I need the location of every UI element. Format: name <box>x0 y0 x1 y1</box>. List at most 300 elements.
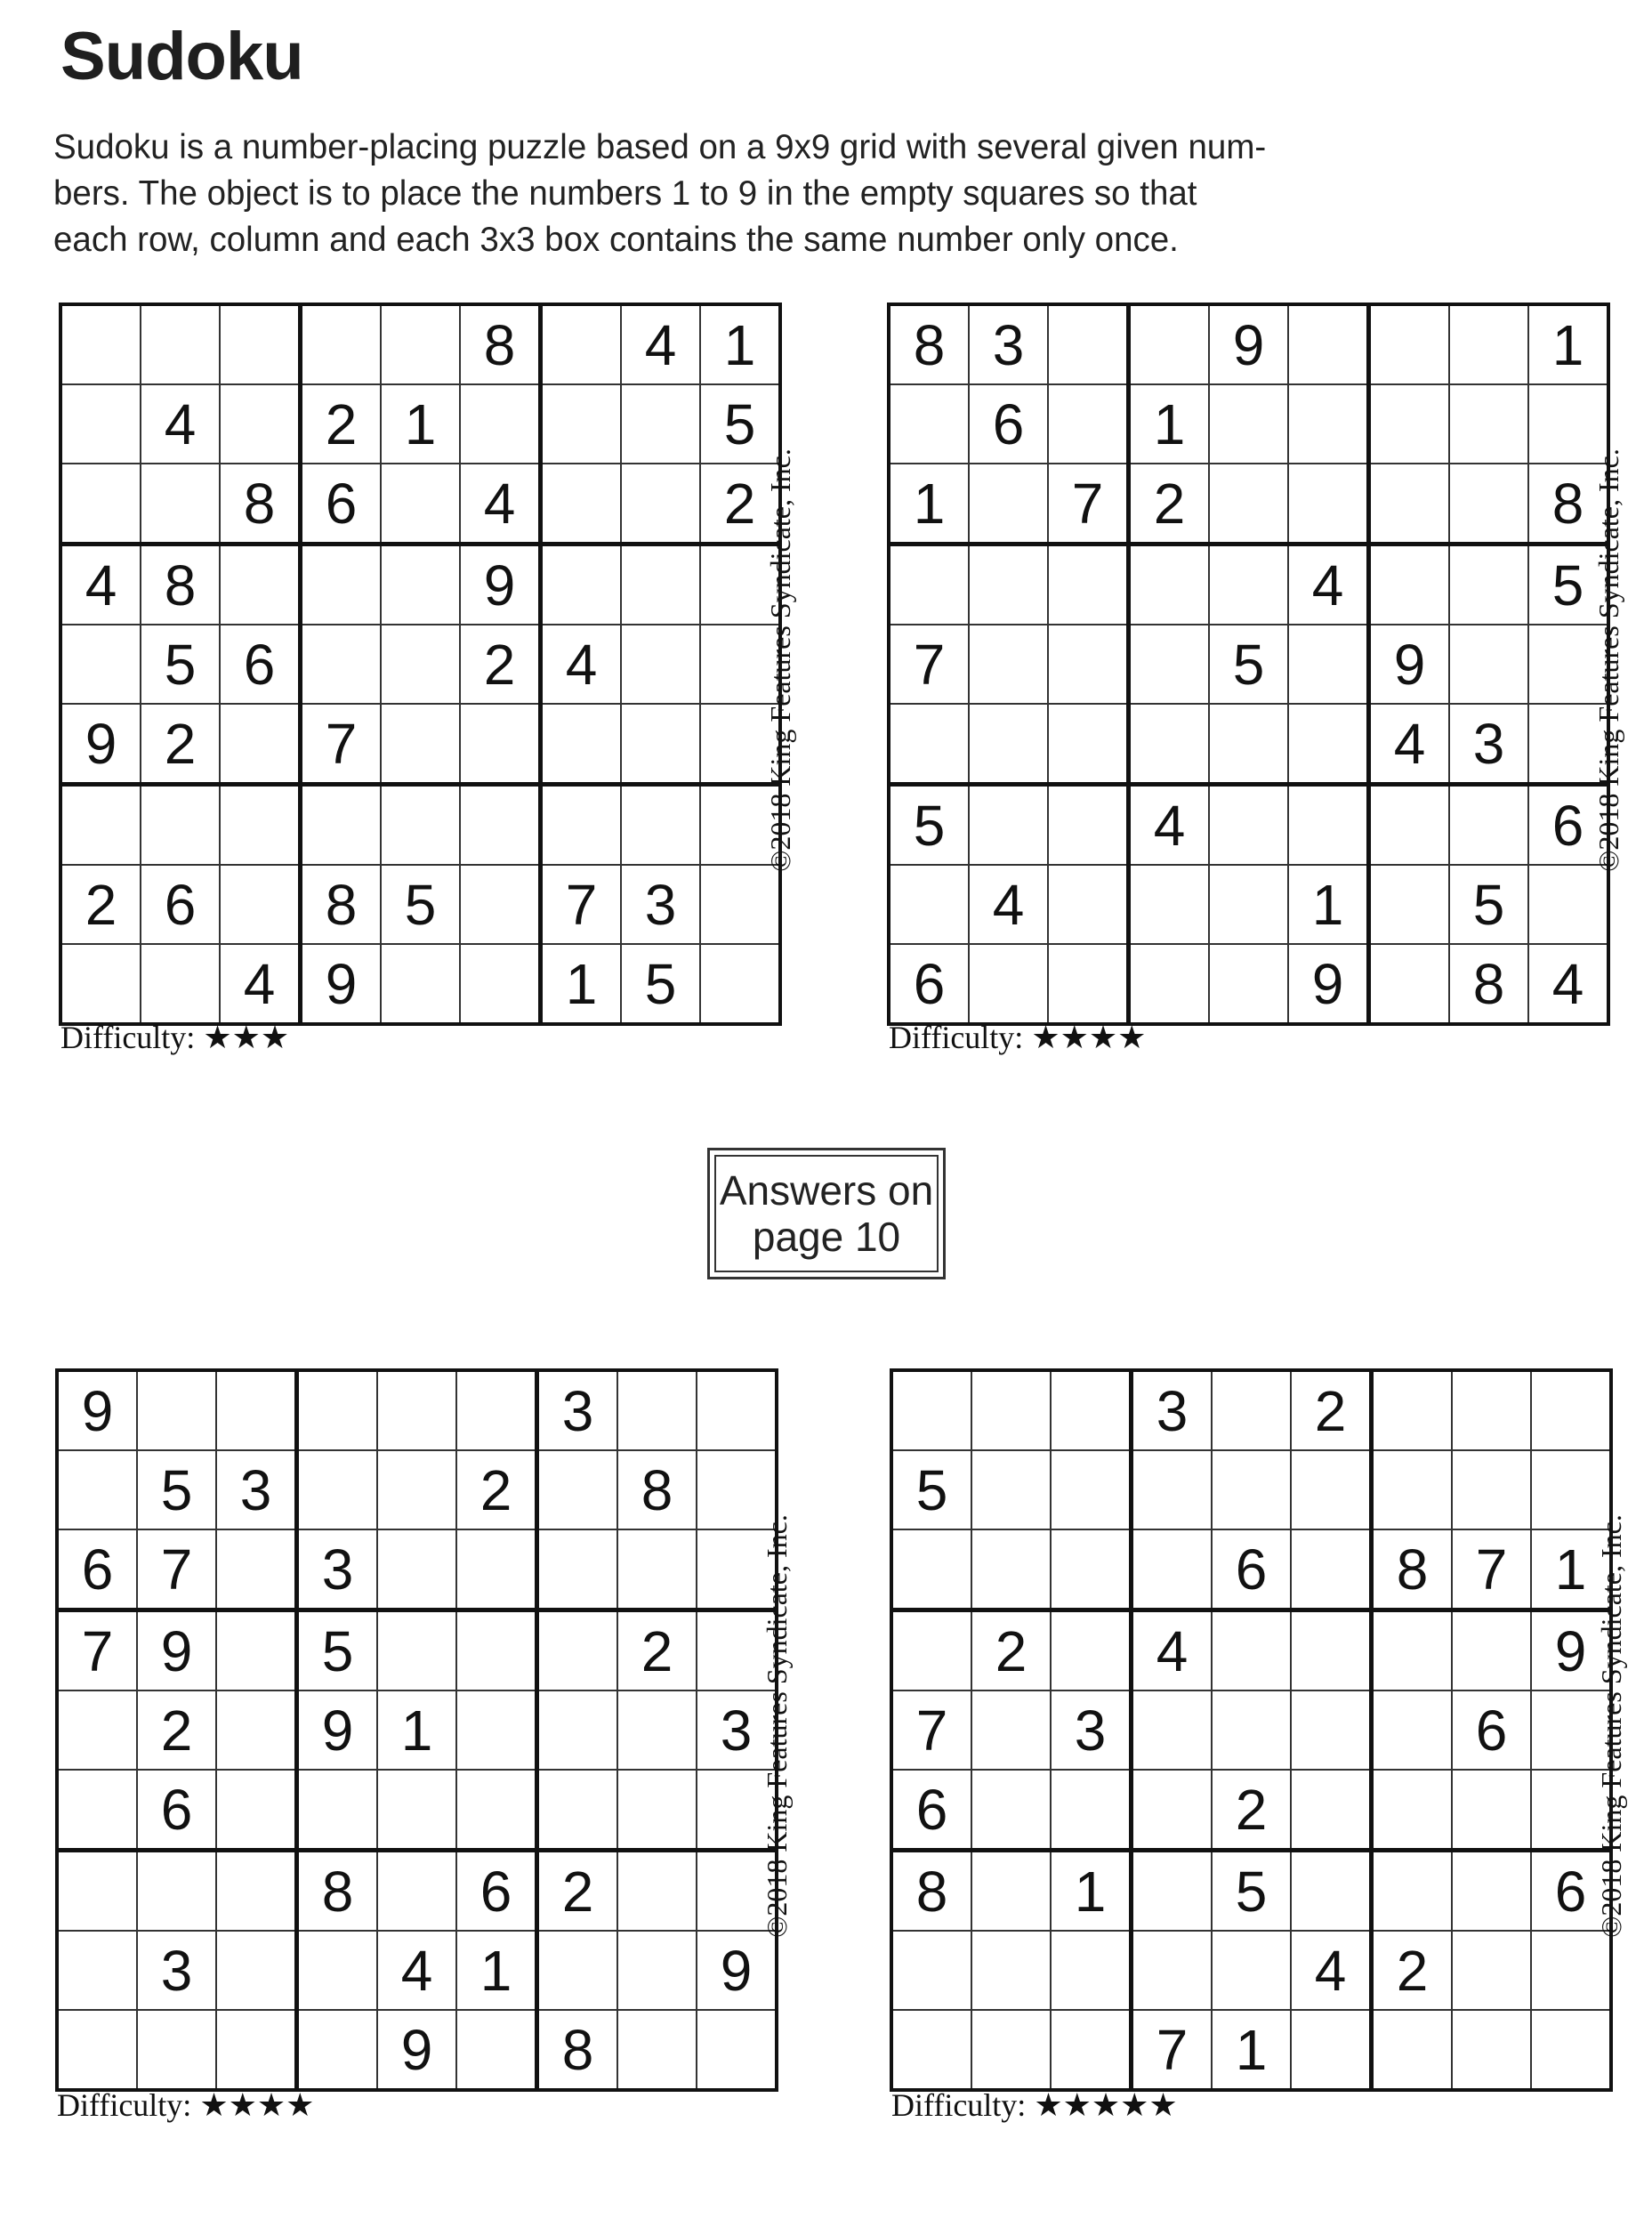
empty-cell[interactable] <box>1288 384 1369 464</box>
empty-cell[interactable] <box>1449 785 1528 866</box>
given-number-cell: 4 <box>1291 1931 1372 2010</box>
empty-cell[interactable] <box>297 1931 378 2010</box>
given-number-cell: 7 <box>1452 1529 1531 1610</box>
given-number-cell: 2 <box>60 865 141 944</box>
given-number-cell: 1 <box>1129 384 1210 464</box>
empty-cell[interactable] <box>971 1690 1051 1770</box>
empty-cell[interactable] <box>220 865 301 944</box>
given-number-cell: 6 <box>57 1529 137 1610</box>
empty-cell[interactable] <box>1291 1690 1372 1770</box>
empty-cell[interactable] <box>891 1610 971 1691</box>
empty-cell[interactable] <box>301 304 382 384</box>
empty-cell[interactable] <box>381 704 460 785</box>
empty-cell[interactable] <box>889 865 969 944</box>
empty-cell[interactable] <box>297 1450 378 1529</box>
empty-cell[interactable] <box>537 1450 618 1529</box>
sudoku-row <box>891 1931 1611 2010</box>
empty-cell[interactable] <box>381 785 460 866</box>
empty-cell[interactable] <box>1048 704 1129 785</box>
given-number-cell: 9 <box>60 704 141 785</box>
sudoku-row <box>891 1770 1611 1851</box>
given-number-cell: 3 <box>1051 1690 1132 1770</box>
empty-cell[interactable] <box>621 785 700 866</box>
empty-cell[interactable] <box>460 785 541 866</box>
empty-cell[interactable] <box>460 704 541 785</box>
empty-cell[interactable] <box>1369 785 1450 866</box>
empty-cell[interactable] <box>1212 1370 1291 1450</box>
empty-cell[interactable] <box>216 1931 297 2010</box>
answers-notice-box <box>707 1148 946 1279</box>
empty-cell[interactable] <box>137 1370 216 1450</box>
empty-cell[interactable] <box>60 625 141 704</box>
given-number-cell: 6 <box>141 865 220 944</box>
copyright-notice: ©2018 King Features Syndicate, Inc. <box>761 1514 793 1938</box>
empty-cell[interactable] <box>1132 1931 1213 2010</box>
given-number-cell: 5 <box>297 1610 378 1691</box>
given-number-cell: 2 <box>1372 1931 1453 2010</box>
given-number-cell: 2 <box>971 1610 1051 1691</box>
empty-cell[interactable] <box>456 1770 537 1851</box>
given-number-cell: 5 <box>137 1450 216 1529</box>
empty-cell[interactable] <box>1051 1770 1132 1851</box>
given-number-cell: 4 <box>60 545 141 625</box>
empty-cell[interactable] <box>971 1370 1051 1450</box>
given-number-cell: 4 <box>460 464 541 545</box>
sudoku-row <box>889 704 1608 785</box>
empty-cell[interactable] <box>57 2010 137 2090</box>
empty-cell[interactable] <box>60 785 141 866</box>
empty-cell[interactable] <box>537 1770 618 1851</box>
empty-cell[interactable] <box>1449 545 1528 625</box>
given-number-cell: 3 <box>216 1450 297 1529</box>
empty-cell[interactable] <box>141 785 220 866</box>
empty-cell[interactable] <box>537 1529 618 1610</box>
empty-cell[interactable] <box>57 1931 137 2010</box>
empty-cell[interactable] <box>1129 865 1210 944</box>
empty-cell[interactable] <box>1048 384 1129 464</box>
empty-cell[interactable] <box>57 1690 137 1770</box>
given-number-cell: 2 <box>141 704 220 785</box>
empty-cell[interactable] <box>1369 545 1450 625</box>
empty-cell[interactable] <box>1369 865 1450 944</box>
empty-cell[interactable] <box>1369 384 1450 464</box>
empty-cell[interactable] <box>377 1770 456 1851</box>
sudoku-row <box>891 1529 1611 1610</box>
empty-cell[interactable] <box>377 1610 456 1691</box>
sudoku-row <box>891 1690 1611 1770</box>
empty-cell[interactable] <box>617 1931 697 2010</box>
given-number-cell: 1 <box>1288 865 1369 944</box>
empty-cell[interactable] <box>460 384 541 464</box>
empty-cell[interactable] <box>220 304 301 384</box>
intro-line: each row, column and each 3x3 box contains the same number only once. <box>53 221 1179 259</box>
sudoku-row <box>889 865 1608 944</box>
empty-cell[interactable] <box>891 2010 971 2090</box>
given-number-cell: 7 <box>301 704 382 785</box>
empty-cell[interactable] <box>1132 1690 1213 1770</box>
empty-cell[interactable] <box>1048 625 1129 704</box>
empty-cell[interactable] <box>617 1690 697 1770</box>
sudoku-row <box>891 1370 1611 1450</box>
empty-cell[interactable] <box>1452 1610 1531 1691</box>
empty-cell[interactable] <box>1051 1931 1132 2010</box>
empty-cell[interactable] <box>1048 944 1129 1024</box>
empty-cell[interactable] <box>969 545 1048 625</box>
given-number-cell: 7 <box>1132 2010 1213 2090</box>
empty-cell[interactable] <box>57 1770 137 1851</box>
given-number-cell: 1 <box>456 1931 537 2010</box>
empty-cell[interactable] <box>1212 1610 1291 1691</box>
empty-cell[interactable] <box>617 1770 697 1851</box>
empty-cell[interactable] <box>1048 304 1129 384</box>
given-number-cell: 1 <box>700 304 780 384</box>
empty-cell[interactable] <box>891 1931 971 2010</box>
empty-cell[interactable] <box>621 625 700 704</box>
empty-cell[interactable] <box>621 545 700 625</box>
empty-cell[interactable] <box>617 1851 697 1932</box>
given-number-cell: 9 <box>297 1690 378 1770</box>
given-number-cell: 7 <box>57 1610 137 1691</box>
sudoku-row <box>60 625 780 704</box>
empty-cell[interactable] <box>1291 1610 1372 1691</box>
sudoku-grid <box>59 303 782 1026</box>
empty-cell[interactable] <box>889 545 969 625</box>
empty-cell[interactable] <box>141 304 220 384</box>
empty-cell[interactable] <box>1288 704 1369 785</box>
empty-cell[interactable] <box>1132 1770 1213 1851</box>
empty-cell[interactable] <box>301 625 382 704</box>
empty-cell[interactable] <box>301 785 382 866</box>
given-number-cell: 9 <box>460 545 541 625</box>
page-title: Sudoku <box>60 19 303 94</box>
empty-cell[interactable] <box>1372 1690 1453 1770</box>
empty-cell[interactable] <box>1129 304 1210 384</box>
empty-cell[interactable] <box>1369 944 1450 1024</box>
empty-cell[interactable] <box>377 1529 456 1610</box>
given-number-cell: 4 <box>1129 785 1210 866</box>
empty-cell[interactable] <box>1449 384 1528 464</box>
empty-cell[interactable] <box>537 1610 618 1691</box>
empty-cell[interactable] <box>297 1370 378 1450</box>
empty-cell[interactable] <box>1048 785 1129 866</box>
empty-cell[interactable] <box>971 1931 1051 2010</box>
given-number-cell: 9 <box>1209 304 1288 384</box>
given-number-cell: 5 <box>141 625 220 704</box>
given-number-cell: 2 <box>537 1851 618 1932</box>
empty-cell[interactable] <box>969 625 1048 704</box>
empty-cell[interactable] <box>60 944 141 1024</box>
given-number-cell: 2 <box>1291 1370 1372 1450</box>
given-number-cell: 5 <box>381 865 460 944</box>
intro-text <box>53 125 1334 263</box>
empty-cell[interactable] <box>456 1370 537 1450</box>
empty-cell[interactable] <box>969 704 1048 785</box>
empty-cell[interactable] <box>216 1370 297 1450</box>
sudoku-puzzle-4 <box>890 1368 1613 2092</box>
empty-cell[interactable] <box>60 384 141 464</box>
copyright-notice: ©2018 King Features Syndicate, Inc. <box>1592 448 1624 872</box>
empty-cell[interactable] <box>1452 1931 1531 2010</box>
empty-cell[interactable] <box>1372 1851 1453 1932</box>
empty-cell[interactable] <box>1369 464 1450 545</box>
given-number-cell: 6 <box>891 1770 971 1851</box>
empty-cell[interactable] <box>541 704 622 785</box>
sudoku-row <box>60 944 780 1024</box>
given-number-cell: 5 <box>1209 625 1288 704</box>
empty-cell[interactable] <box>216 1851 297 1932</box>
given-number-cell: 6 <box>1452 1690 1531 1770</box>
empty-cell[interactable] <box>971 1450 1051 1529</box>
empty-cell[interactable] <box>220 704 301 785</box>
empty-cell[interactable] <box>216 2010 297 2090</box>
empty-cell[interactable] <box>220 785 301 866</box>
empty-cell[interactable] <box>1209 865 1288 944</box>
empty-cell[interactable] <box>1209 785 1288 866</box>
sudoku-grid <box>887 303 1610 1026</box>
empty-cell[interactable] <box>1452 1770 1531 1851</box>
empty-cell[interactable] <box>60 464 141 545</box>
empty-cell[interactable] <box>537 1690 618 1770</box>
empty-cell[interactable] <box>1291 1529 1372 1610</box>
given-number-cell: 9 <box>57 1370 137 1450</box>
empty-cell[interactable] <box>1449 625 1528 704</box>
empty-cell[interactable] <box>1048 545 1129 625</box>
empty-cell[interactable] <box>1449 304 1528 384</box>
sudoku-row <box>891 1610 1611 1691</box>
empty-cell[interactable] <box>969 464 1048 545</box>
sudoku-row <box>57 1529 777 1610</box>
empty-cell[interactable] <box>1449 464 1528 545</box>
empty-cell[interactable] <box>381 304 460 384</box>
empty-cell[interactable] <box>891 1370 971 1450</box>
given-number-cell: 9 <box>1531 1610 1611 1691</box>
empty-cell[interactable] <box>1132 1450 1213 1529</box>
given-number-cell: 4 <box>1369 704 1450 785</box>
empty-cell[interactable] <box>381 545 460 625</box>
given-number-cell: 2 <box>1212 1770 1291 1851</box>
empty-cell[interactable] <box>541 464 622 545</box>
given-number-cell: 5 <box>1449 865 1528 944</box>
empty-cell[interactable] <box>1372 1370 1453 1450</box>
empty-cell[interactable] <box>377 1450 456 1529</box>
given-number-cell: 9 <box>137 1610 216 1691</box>
empty-cell[interactable] <box>456 1690 537 1770</box>
given-number-cell: 6 <box>137 1770 216 1851</box>
empty-cell[interactable] <box>1048 865 1129 944</box>
given-number-cell: 7 <box>137 1529 216 1610</box>
given-number-cell: 5 <box>700 384 780 464</box>
sudoku-row <box>60 464 780 545</box>
empty-cell[interactable] <box>216 1770 297 1851</box>
empty-cell[interactable] <box>377 1851 456 1932</box>
empty-cell[interactable] <box>621 704 700 785</box>
given-number-cell: 7 <box>889 625 969 704</box>
empty-cell[interactable] <box>216 1529 297 1610</box>
empty-cell[interactable] <box>137 1851 216 1932</box>
empty-cell[interactable] <box>1209 464 1288 545</box>
empty-cell[interactable] <box>1288 304 1369 384</box>
given-number-cell: 8 <box>141 545 220 625</box>
empty-cell[interactable] <box>460 865 541 944</box>
answers-notice-inner <box>714 1155 939 1272</box>
sudoku-row <box>889 464 1608 545</box>
empty-cell[interactable] <box>1051 1529 1132 1610</box>
empty-cell[interactable] <box>889 704 969 785</box>
empty-cell[interactable] <box>1452 1370 1531 1450</box>
given-number-cell: 8 <box>220 464 301 545</box>
difficulty-rating: Difficulty: ★★★★★ <box>891 2087 1178 2123</box>
sudoku-row <box>60 704 780 785</box>
empty-cell[interactable] <box>969 944 1048 1024</box>
given-number-cell: 5 <box>891 1450 971 1529</box>
empty-cell[interactable] <box>456 1610 537 1691</box>
given-number-cell: 1 <box>1212 2010 1291 2090</box>
difficulty-rating: Difficulty: ★★★★ <box>57 2087 315 2123</box>
empty-cell[interactable] <box>1291 1770 1372 1851</box>
empty-cell[interactable] <box>381 464 460 545</box>
given-number-cell: 8 <box>891 1851 971 1932</box>
empty-cell[interactable] <box>1132 1529 1213 1610</box>
empty-cell[interactable] <box>1452 1851 1531 1932</box>
empty-cell[interactable] <box>541 384 622 464</box>
given-number-cell: 3 <box>697 1690 777 1770</box>
intro-line: Sudoku is a number-placing puzzle based on a 9x9 grid with several given num- <box>53 128 1267 166</box>
empty-cell[interactable] <box>971 1770 1051 1851</box>
empty-cell[interactable] <box>381 625 460 704</box>
empty-cell[interactable] <box>889 384 969 464</box>
empty-cell[interactable] <box>1132 1851 1213 1932</box>
empty-cell[interactable] <box>456 2010 537 2090</box>
sudoku-row <box>57 2010 777 2090</box>
empty-cell[interactable] <box>617 2010 697 2090</box>
given-number-cell: 4 <box>1528 944 1608 1024</box>
empty-cell[interactable] <box>1452 1450 1531 1529</box>
given-number-cell: 1 <box>1531 1529 1611 1610</box>
empty-cell[interactable] <box>969 785 1048 866</box>
given-number-cell: 1 <box>541 944 622 1024</box>
empty-cell[interactable] <box>301 545 382 625</box>
empty-cell[interactable] <box>541 785 622 866</box>
empty-cell[interactable] <box>137 2010 216 2090</box>
empty-cell[interactable] <box>1291 2010 1372 2090</box>
empty-cell[interactable] <box>141 464 220 545</box>
empty-cell[interactable] <box>377 1370 456 1450</box>
empty-cell[interactable] <box>537 1931 618 2010</box>
empty-cell[interactable] <box>1372 2010 1453 2090</box>
empty-cell[interactable] <box>1051 1450 1132 1529</box>
empty-cell[interactable] <box>297 1770 378 1851</box>
empty-cell[interactable] <box>1209 545 1288 625</box>
empty-cell[interactable] <box>1372 1610 1453 1691</box>
given-number-cell: 8 <box>1528 464 1608 545</box>
empty-cell[interactable] <box>220 384 301 464</box>
empty-cell[interactable] <box>617 1529 697 1610</box>
empty-cell[interactable] <box>1129 625 1210 704</box>
empty-cell[interactable] <box>1452 2010 1531 2090</box>
empty-cell[interactable] <box>216 1690 297 1770</box>
empty-cell[interactable] <box>1212 1931 1291 2010</box>
given-number-cell: 8 <box>460 304 541 384</box>
empty-cell[interactable] <box>1212 1450 1291 1529</box>
sudoku-row <box>889 384 1608 464</box>
empty-cell[interactable] <box>456 1529 537 1610</box>
empty-cell[interactable] <box>216 1610 297 1691</box>
given-number-cell: 2 <box>700 464 780 545</box>
empty-cell[interactable] <box>297 2010 378 2090</box>
empty-cell[interactable] <box>1051 2010 1132 2090</box>
empty-cell[interactable] <box>1291 1851 1372 1932</box>
given-number-cell: 9 <box>377 2010 456 2090</box>
difficulty-rating: Difficulty: ★★★★ <box>889 1020 1147 1055</box>
empty-cell[interactable] <box>57 1450 137 1529</box>
empty-cell[interactable] <box>617 1370 697 1450</box>
sudoku-row <box>57 1610 777 1691</box>
empty-cell[interactable] <box>541 304 622 384</box>
empty-cell[interactable] <box>971 2010 1051 2090</box>
empty-cell[interactable] <box>621 464 700 545</box>
empty-cell[interactable] <box>1209 944 1288 1024</box>
given-number-cell: 5 <box>621 944 700 1024</box>
empty-cell[interactable] <box>60 304 141 384</box>
sudoku-puzzle-1 <box>59 303 782 1026</box>
empty-cell[interactable] <box>1129 545 1210 625</box>
sudoku-row <box>60 865 780 944</box>
given-number-cell: 8 <box>1372 1529 1453 1610</box>
empty-cell[interactable] <box>971 1529 1051 1610</box>
given-number-cell: 7 <box>1048 464 1129 545</box>
empty-cell[interactable] <box>141 944 220 1024</box>
given-number-cell: 3 <box>621 865 700 944</box>
empty-cell[interactable] <box>1051 1370 1132 1450</box>
given-number-cell: 6 <box>889 944 969 1024</box>
empty-cell[interactable] <box>1051 1610 1132 1691</box>
empty-cell[interactable] <box>1209 384 1288 464</box>
given-number-cell: 4 <box>969 865 1048 944</box>
sudoku-row <box>889 304 1608 384</box>
empty-cell[interactable] <box>1209 704 1288 785</box>
empty-cell[interactable] <box>57 1851 137 1932</box>
empty-cell[interactable] <box>1372 1450 1453 1529</box>
empty-cell[interactable] <box>1212 1690 1291 1770</box>
given-number-cell: 2 <box>617 1610 697 1691</box>
empty-cell[interactable] <box>1288 625 1369 704</box>
empty-cell[interactable] <box>381 944 460 1024</box>
given-number-cell: 9 <box>1369 625 1450 704</box>
empty-cell[interactable] <box>1288 464 1369 545</box>
sudoku-puzzle-2 <box>887 303 1610 1026</box>
empty-cell[interactable] <box>1288 785 1369 866</box>
empty-cell[interactable] <box>1372 1770 1453 1851</box>
empty-cell[interactable] <box>460 944 541 1024</box>
empty-cell[interactable] <box>1369 304 1450 384</box>
empty-cell[interactable] <box>891 1529 971 1610</box>
empty-cell[interactable] <box>1291 1450 1372 1529</box>
empty-cell[interactable] <box>621 384 700 464</box>
empty-cell[interactable] <box>971 1851 1051 1932</box>
sudoku-row <box>889 545 1608 625</box>
empty-cell[interactable] <box>541 545 622 625</box>
sudoku-row <box>889 785 1608 866</box>
empty-cell[interactable] <box>220 545 301 625</box>
given-number-cell: 4 <box>621 304 700 384</box>
given-number-cell: 3 <box>297 1529 378 1610</box>
empty-cell[interactable] <box>1129 704 1210 785</box>
given-number-cell: 2 <box>456 1450 537 1529</box>
sudoku-puzzle-3 <box>55 1368 778 2092</box>
empty-cell[interactable] <box>1129 944 1210 1024</box>
given-number-cell: 7 <box>891 1690 971 1770</box>
intro-line: bers. The object is to place the numbers 1 to 9 in the empty squares so that <box>53 174 1197 213</box>
